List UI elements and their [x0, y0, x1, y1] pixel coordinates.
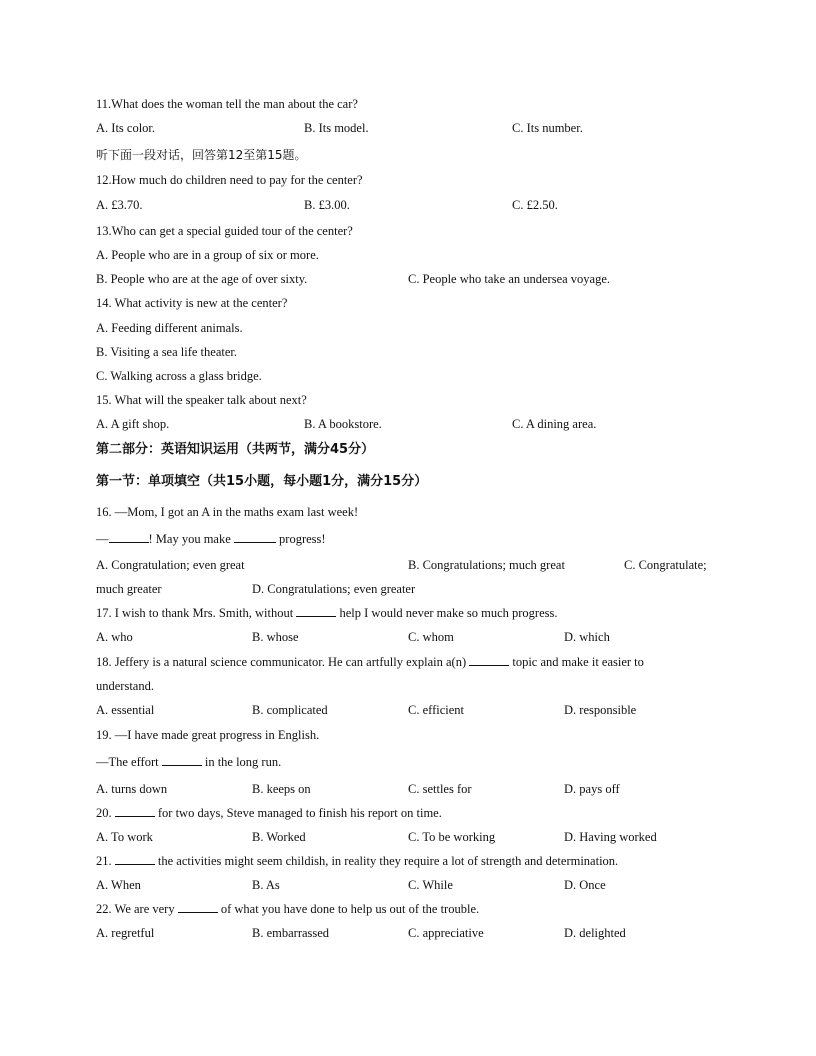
question-16-option-b: B. Congratulations; much great — [408, 558, 565, 572]
question-19-option-d: D. pays off — [564, 782, 620, 796]
question-20-option-c: C. To be working — [408, 830, 496, 844]
question-16-blank-1 — [109, 531, 149, 543]
question-18-option-c: C. efficient — [408, 703, 464, 717]
question-11-option-a: A. Its color. — [96, 121, 156, 135]
question-22-option-a: A. regretful — [96, 926, 155, 940]
question-15-stem: 15. What will the speaker talk about next? — [96, 393, 307, 407]
question-13-stem: 13.Who can get a special guided tour of the center? — [96, 224, 353, 238]
question-17-option-b: B. whose — [252, 630, 299, 644]
question-16-option-a: A. Congratulation; even great — [96, 558, 245, 572]
question-13-option-a: A. People who are in a group of six or more. — [96, 248, 319, 262]
question-14-option-c: C. Walking across a glass bridge. — [96, 369, 262, 383]
question-20-number: 20. — [96, 806, 112, 820]
question-12-option-a: A. £3.70. — [96, 198, 143, 212]
question-17-option-a: A. who — [96, 630, 133, 644]
question-12-stem: 12.How much do children need to pay for the center? — [96, 173, 363, 187]
question-14-option-b: B. Visiting a sea life theater. — [96, 345, 237, 359]
question-22-option-c: C. appreciative — [408, 926, 484, 940]
question-18-option-a: A. essential — [96, 703, 155, 717]
question-16-line-2 — [96, 531, 326, 547]
question-21-option-b: B. As — [252, 878, 280, 892]
question-22-option-d: D. delighted — [564, 926, 626, 940]
question-12-option-c: C. £2.50. — [512, 198, 558, 212]
question-22-post-text: of what you have done to help us out of the trouble. — [220, 902, 480, 916]
question-13-option-c: C. People who take an undersea voyage. — [408, 272, 611, 286]
question-19-post-text: in the long run. — [204, 755, 282, 769]
question-16-option-c: C. Congratulate; — [624, 558, 707, 572]
question-21-option-c: C. While — [408, 878, 453, 892]
question-21-blank — [115, 853, 155, 865]
question-19-blank — [162, 754, 202, 766]
question-20-post-text: for two days, Steve managed to finish his report on time. — [157, 806, 442, 820]
question-14-stem: 14. What activity is new at the center? — [96, 296, 288, 310]
question-11-option-c: C. Its number. — [512, 121, 583, 135]
question-22-option-b: B. embarrassed — [252, 926, 330, 940]
question-15-option-b: B. A bookstore. — [304, 417, 382, 431]
question-21-number: 21. — [96, 854, 112, 868]
question-18-option-d: D. responsible — [564, 703, 637, 717]
question-11-option-b: B. Its model. — [304, 121, 369, 135]
question-17-post-text: help I would never make so much progress. — [339, 606, 558, 620]
question-18-pre-text: 18. Jeffery is a natural science communicator. He can artfully explain a(n) — [96, 655, 467, 669]
question-19-option-a: A. turns down — [96, 782, 168, 796]
question-13-option-b: B. People who are at the age of over sixty. — [96, 272, 308, 286]
question-20-blank — [115, 805, 155, 817]
question-17-pre-text: 17. I wish to thank Mrs. Smith, without — [96, 606, 294, 620]
question-20-stem — [96, 805, 442, 821]
question-15-option-c: C. A dining area. — [512, 417, 597, 431]
question-16-dash: — — [96, 532, 109, 546]
question-21-option-a: A. When — [96, 878, 141, 892]
question-22-blank — [178, 901, 218, 913]
question-19-line-1: 19. —I have made great progress in English. — [96, 728, 320, 742]
question-11-stem: 11.What does the woman tell the man about the car? — [96, 97, 358, 111]
question-19-pre-text: —The effort — [96, 755, 159, 769]
question-18-stem — [96, 654, 644, 670]
question-17-stem — [96, 605, 557, 621]
question-19-option-b: B. keeps on — [252, 782, 311, 796]
question-18-blank — [469, 654, 509, 666]
question-17-blank — [296, 605, 336, 617]
question-16-option-d: D. Congratulations; even greater — [252, 582, 416, 596]
question-21-post-text: the activities might seem childish, in reality they require a lot of strength and determination. — [157, 854, 619, 868]
question-15-option-a: A. A gift shop. — [96, 417, 170, 431]
question-19-line-2 — [96, 754, 281, 770]
listening-instruction: 听下面一段对话，回答第12至第15题。 — [96, 148, 307, 162]
question-12-option-b: B. £3.00. — [304, 198, 350, 212]
question-18-post-text: topic and make it easier to — [512, 655, 644, 669]
question-21-option-d: D. Once — [564, 878, 606, 892]
question-17-option-d: D. which — [564, 630, 610, 644]
part-two-heading: 第二部分：英语知识运用（共两节，满分45分） — [96, 442, 375, 457]
question-17-option-c: C. whom — [408, 630, 454, 644]
question-22-pre-text: 22. We are very — [96, 902, 175, 916]
question-16-line-1: 16. —Mom, I got an A in the maths exam last week! — [96, 505, 359, 519]
question-19-option-c: C. settles for — [408, 782, 472, 796]
question-16-post-text: progress! — [279, 532, 326, 546]
question-20-option-d: D. Having worked — [564, 830, 657, 844]
question-22-stem — [96, 901, 479, 917]
question-20-option-a: A. To work — [96, 830, 153, 844]
question-16-option-c-continued: much greater — [96, 582, 162, 596]
question-18-stem-continued: understand. — [96, 679, 154, 693]
question-20-option-b: B. Worked — [252, 830, 306, 844]
question-21-stem — [96, 853, 618, 869]
question-18-option-b: B. complicated — [252, 703, 328, 717]
section-one-heading: 第一节：单项填空（共15小题，每小题1分，满分15分） — [96, 474, 428, 489]
question-16-blank-2 — [234, 531, 276, 543]
question-14-option-a: A. Feeding different animals. — [96, 321, 243, 335]
question-16-mid-text: ! May you make — [148, 532, 231, 546]
